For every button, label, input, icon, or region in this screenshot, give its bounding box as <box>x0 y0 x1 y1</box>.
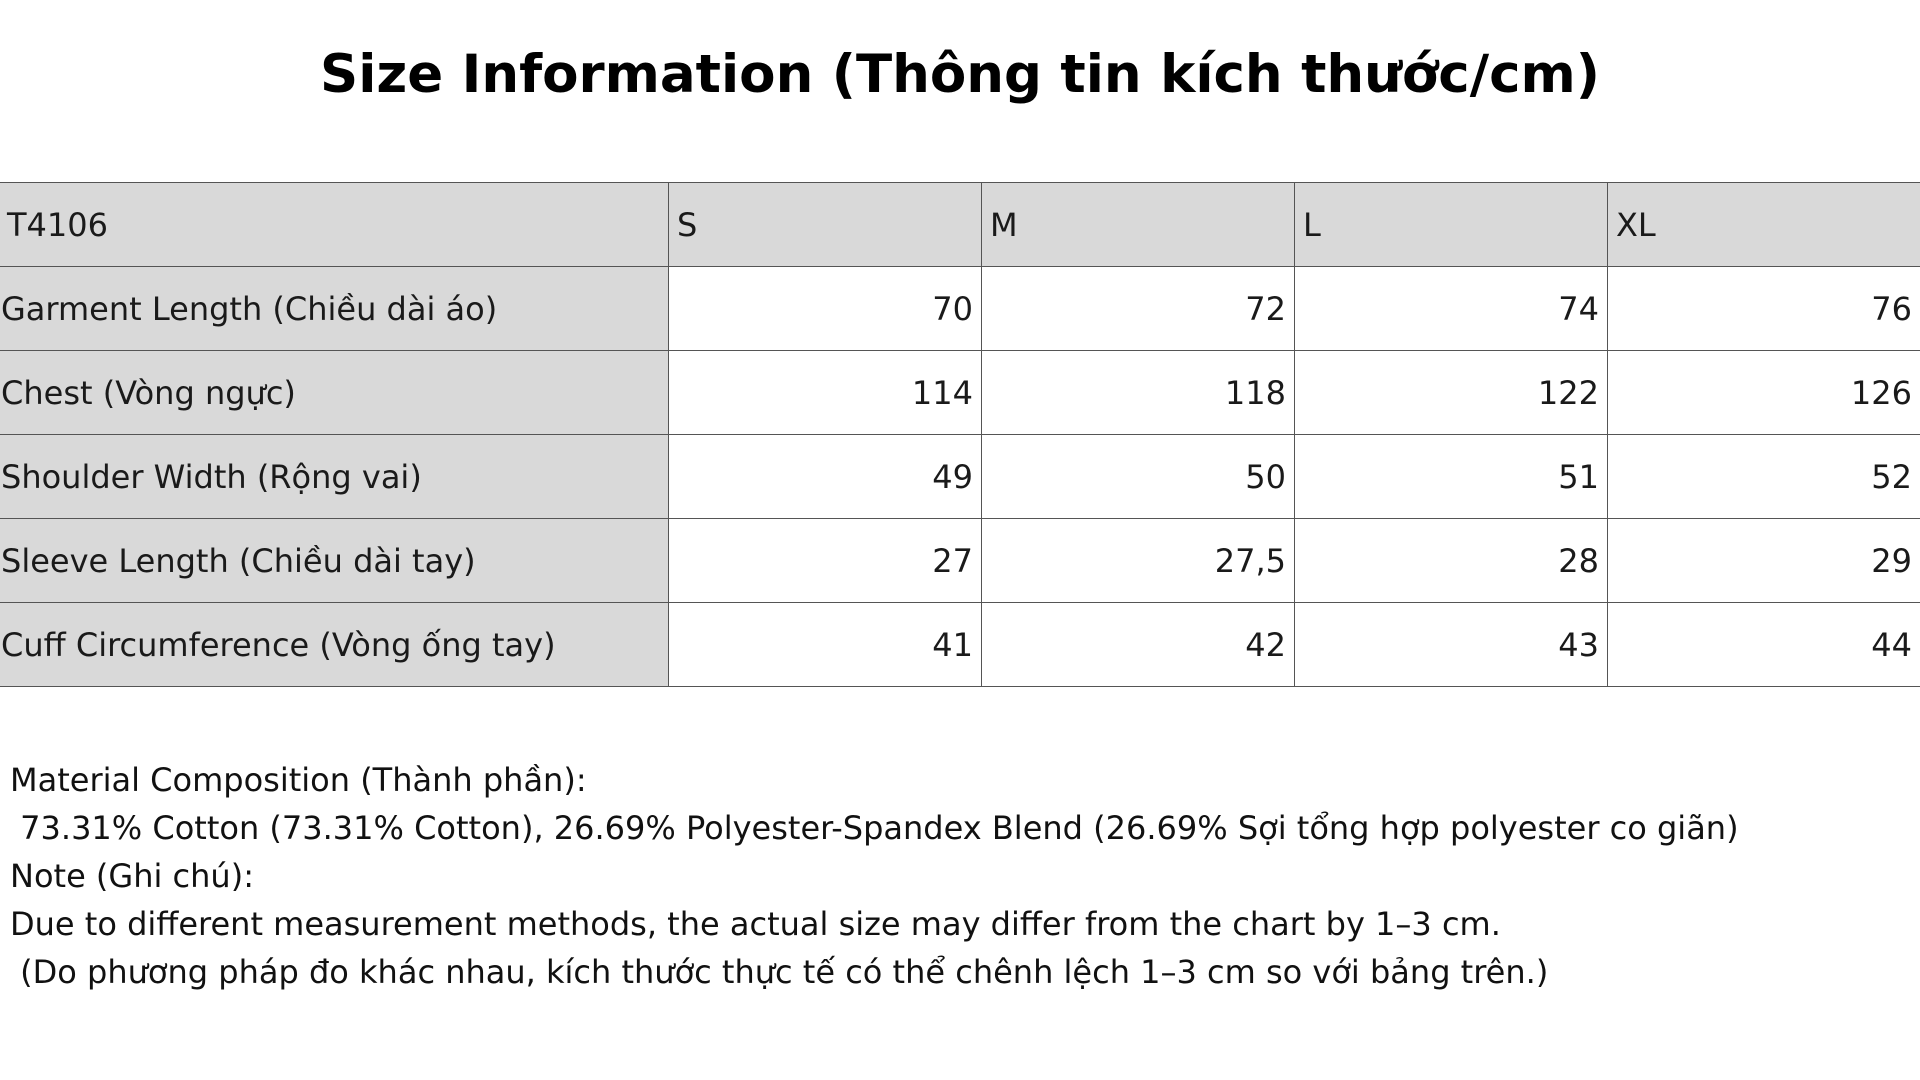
table-cell: 28 <box>1295 519 1608 603</box>
size-table <box>0 182 1920 687</box>
page-title: Size Information (Thông tin kích thước/cm) <box>320 44 1600 105</box>
table-header-row <box>0 183 1920 267</box>
table-cell: 44 <box>1608 603 1920 687</box>
note-text-vi: (Do phương pháp đo khác nhau, kích thước thực tế có thể chênh lệch 1–3 cm so với bảng trên.) <box>10 953 1549 991</box>
table-row <box>0 603 1920 687</box>
note-text-en: Due to different measurement methods, the actual size may differ from the chart by 1–3 cm. <box>10 905 1501 943</box>
table-cell: 70 <box>669 267 982 351</box>
table-cell: 52 <box>1608 435 1920 519</box>
row-label-shoulder-width: Shoulder Width (Rộng vai) <box>0 435 669 519</box>
row-label-chest: Chest (Vòng ngực) <box>0 351 669 435</box>
note-heading: Note (Ghi chú): <box>10 857 254 895</box>
size-header-s: S <box>669 183 982 267</box>
material-heading: Material Composition (Thành phần): <box>10 761 587 799</box>
row-label-cuff-circumference: Cuff Circumference (Vòng ống tay) <box>0 603 669 687</box>
table-cell: 72 <box>982 267 1295 351</box>
row-label-garment-length: Garment Length (Chiều dài áo) <box>0 267 669 351</box>
size-header-m: M <box>982 183 1295 267</box>
table-row <box>0 351 1920 435</box>
table-cell: 50 <box>982 435 1295 519</box>
table-cell: 41 <box>669 603 982 687</box>
table-cell: 51 <box>1295 435 1608 519</box>
size-header-l: L <box>1295 183 1608 267</box>
size-header-xl: XL <box>1608 183 1920 267</box>
material-text: 73.31% Cotton (73.31% Cotton), 26.69% Polyester-Spandex Blend (26.69% Sợi tổng hợp polyester co giãn) <box>10 809 1739 847</box>
table-cell: 122 <box>1295 351 1608 435</box>
table-cell: 27,5 <box>982 519 1295 603</box>
table-cell: 29 <box>1608 519 1920 603</box>
table-row <box>0 519 1920 603</box>
table-cell: 76 <box>1608 267 1920 351</box>
table-cell: 118 <box>982 351 1295 435</box>
row-label-sleeve-length: Sleeve Length (Chiều dài tay) <box>0 519 669 603</box>
table-row <box>0 435 1920 519</box>
table-row <box>0 267 1920 351</box>
table-cell: 49 <box>669 435 982 519</box>
table-cell: 43 <box>1295 603 1608 687</box>
table-cell: 74 <box>1295 267 1608 351</box>
table-cell: 42 <box>982 603 1295 687</box>
notes-section <box>10 756 1910 996</box>
table-cell: 114 <box>669 351 982 435</box>
table-cell: 126 <box>1608 351 1920 435</box>
table-cell: 27 <box>669 519 982 603</box>
product-code-cell: T4106 <box>0 183 669 267</box>
